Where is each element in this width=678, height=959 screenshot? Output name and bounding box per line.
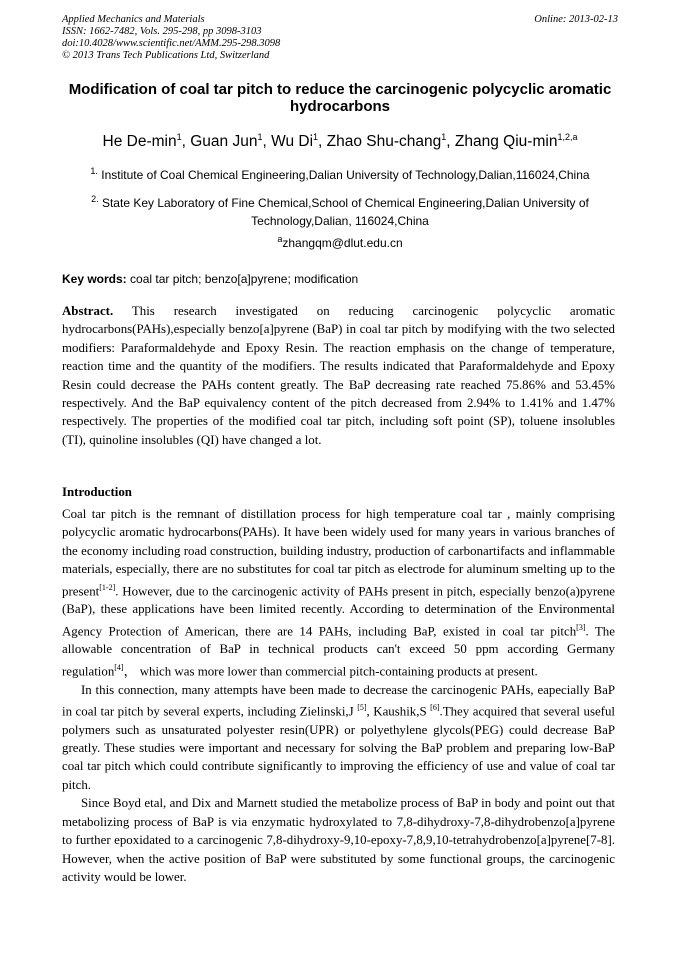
author-affil-mark: 1 — [257, 132, 263, 142]
author-list: He $De-\min^1$, Guan Jun$^1$, Wu Di$^1$, Zhao Shu-chang$^1$, Zhang Qiu-$\min^{1,2,a}$ — [102, 132, 578, 151]
copyright-line: © 2013 Trans Tech Publications Ltd, Switzerland — [62, 50, 270, 61]
affiliation-2 — [62, 190, 618, 230]
email-mark: a — [277, 234, 283, 244]
author-name: Zhang Qiu-min — [454, 133, 558, 151]
keywords-label: Key words: — [62, 272, 127, 286]
author-affil-mark: 1 — [313, 132, 319, 142]
issn-line: ISSN: 1662-7482, Vols. 295-298, pp 3098-3103 — [62, 26, 262, 37]
author-name: Zhao Shu-chang — [326, 133, 442, 151]
citation: [4] — [114, 662, 124, 672]
section-heading-introduction: Introduction — [62, 485, 132, 499]
author-name: Wu Di — [271, 133, 314, 151]
affiliation-1 — [62, 162, 618, 184]
author-affil-mark: 1 — [441, 132, 447, 142]
journal-name: Applied Mechanics and Materials — [62, 14, 205, 25]
affiliation-mark: 2. — [91, 194, 99, 204]
abstract-text: This research investigated on reducing carcinogenic polycyclic aromatic hydrocarbons(PAHs),especially benzo[a]pyrene (BaP) in coal tar pitch by modifying with the two selected modifiers: Paraformaldehyde and Epoxy Resin. The reaction emphasis on the change of temperature, reaction time and the quantity of the modifiers. The results indicated that Paraformaldehyde and Epoxy Resin could decrease the PAHs content greatly. The BaP decreasing rate reached 75.86% and 53.45% respectively. And the BaP equivalency content of the pitch decreased from 2.94% to 1.41% and 1.47% respectively. The properties of the modified coal tar pitch, including soft point (SP), toluene insolubles (TI), quinoline insolubles (QI) have changed a lot. — [62, 304, 616, 447]
paragraph: In this connection, many attempts have been made to decrease the carcinogenic PAHs, eapecially BaP in coal tar pitch by several experts, including Zielinski,J [5], Kaushik,S [6].They acquired that several useful polymers such as unsaturated polyester resin(UPR) or polyethylene glycols(PEG) could decrease BaP greatly. These studies were important and necessary for solving the BaP problem and preparing low-BaP coal tar pitch which could contribute significantly to improving the efficiency of use and value of coal tar pitch. — [62, 682, 615, 792]
author-affil-mark: 1,2,a — [557, 132, 578, 142]
doi-line: doi:10.4028/www.scientific.net/AMM.295-298.3098 — [62, 38, 281, 49]
author-name: He De-min — [102, 133, 177, 151]
abstract — [62, 302, 615, 449]
online-date: Online: 2013-02-13 — [534, 14, 618, 25]
citation: [3] — [576, 622, 586, 632]
paper-title: Modification of coal tar pitch to reduce the carcinogenic polycyclic aromatic hydrocarbons — [68, 81, 612, 115]
journal-header — [62, 14, 618, 62]
abstract-label: Abstract. — [62, 304, 114, 318]
keywords — [62, 271, 618, 287]
paragraph: Coal tar pitch is the remnant of distillation process for high temperature coal tar , mainly comprising polycyclic aromatic hydrocarbons(PAHs). It have been widely used for many years in various branches of the economy including road construction, building industry, production of carbonartifacts and inflammable materials, especially, there are no substitutes for coal tar pitch as electrode for aluminum smelting up to the present[1-2]. However, due to the carcinogenic activity of PAHs present in pitch, especially benzo(a)pyrene (BaP), these applications have been limited recently. According to determination of the Environmental Agency Protection of American, there are 14 PAHs, including BaP, existed in coal tar pitch[3]. The allowable concentration of BaP in technical products can't exceed 50 ppm according Germany regulation[4]， which was more lower than commercial pitch-containing products at present. — [62, 507, 615, 679]
affiliation-mark: 1. — [90, 166, 98, 176]
affiliation-text: Institute of Coal Chemical Engineering,Dalian University of Technology,Dalian,116024,China — [101, 168, 590, 182]
affiliation-text: State Key Laboratory of Fine Chemical,School of Chemical Engineering,Dalian University of Technology,Dalian, 116024,China — [101, 196, 589, 228]
corresponding-email — [62, 231, 618, 251]
citation: [6] — [430, 702, 440, 712]
citation: [1-2] — [99, 582, 116, 592]
paragraph: Since Boyd etal, and Dix and Marnett studied the metabolize process of BaP in body and point out that metabolizing process of BaP is via enzymatic hydroxylated to 7,8-dihydroxy-7,8-dihydrobenzo[a]pyrene to further epoxidated to a carcinogenic 7,8-dihydroxy-9,10-epoxy-7,8,9,10-tetrahydrobenzo[a]pyrene[7-8]. However, when the active position of BaP were substituted by some functional groups, the carcinogenic activity would be lower. — [62, 796, 615, 884]
citation: [5] — [357, 702, 367, 712]
author-affil-mark: 1 — [176, 132, 182, 142]
keywords-text: coal tar pitch; benzo[a]pyrene; modification — [130, 272, 359, 286]
email-address: zhangqm@dlut.edu.cn — [282, 236, 403, 250]
author-name: Guan Jun — [190, 133, 258, 151]
introduction-body — [62, 505, 615, 886]
